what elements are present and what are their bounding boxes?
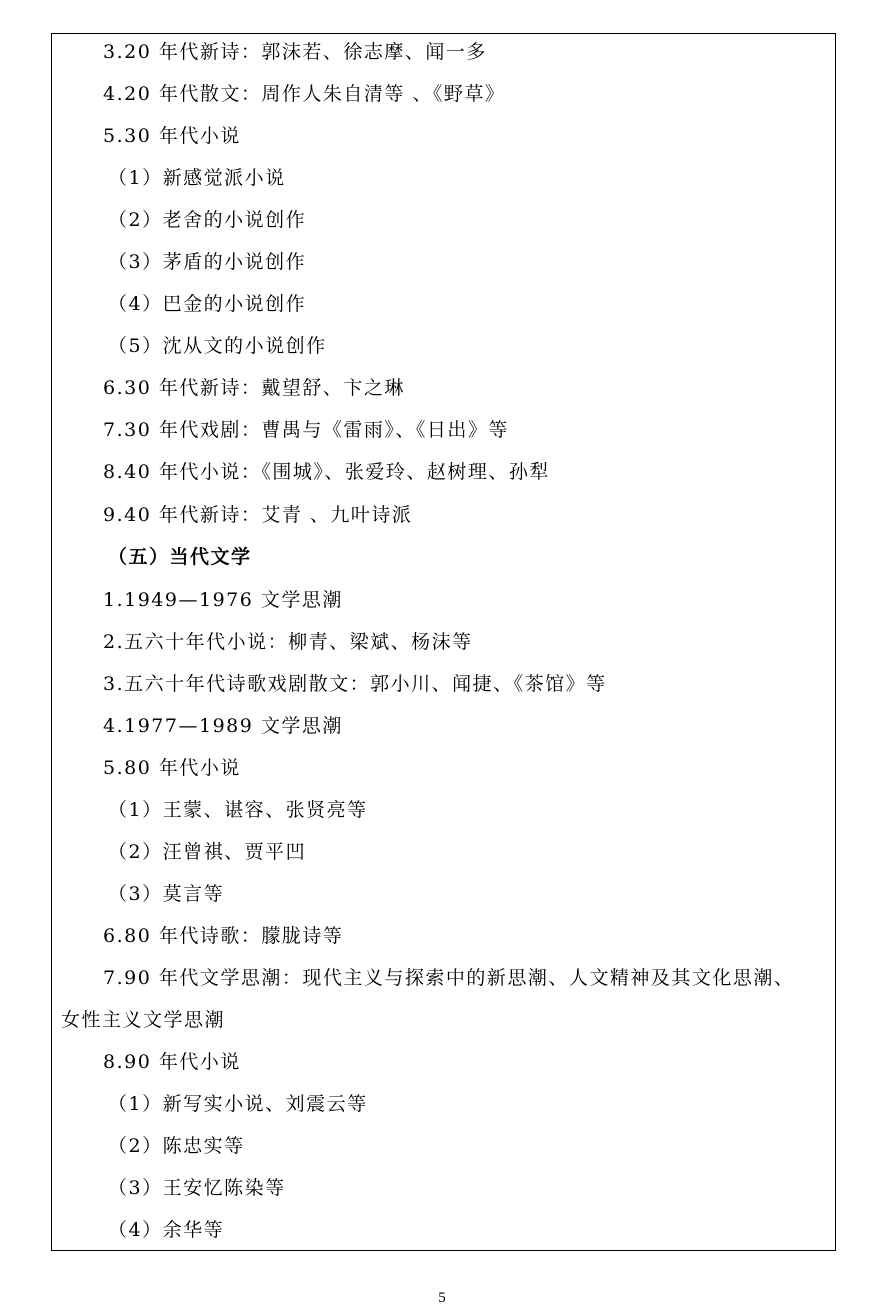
item-1949-1976: 1.1949—1976 文学思潮 xyxy=(103,589,343,611)
subitem-mo-yan: （3）莫言等 xyxy=(108,883,225,905)
subitem-mao-dun: （3）茅盾的小说创作 xyxy=(108,251,307,273)
subitem-shen-congwen: （5）沈从文的小说创作 xyxy=(108,335,327,357)
item-1977-1989: 4.1977—1989 文学思潮 xyxy=(103,715,343,737)
subitem-ba-jin: （4）巴金的小说创作 xyxy=(108,293,307,315)
section-heading-contemporary: （五）当代文学 xyxy=(108,546,252,568)
subitem-neo-realism: （1）新写实小说、刘震云等 xyxy=(108,1093,368,1115)
item-90s-thought: 7.90 年代文学思潮：现代主义与探索中的新思潮、人文精神及其文化思潮、 xyxy=(103,967,795,989)
subitem-wang-anyi: （3）王安忆陈染等 xyxy=(108,1177,286,1199)
item-40s-poetry: 9.40 年代新诗：艾青 、九叶诗派 xyxy=(103,504,413,526)
subitem-chen-zhongshi: （2）陈忠实等 xyxy=(108,1135,245,1157)
subitem-wang-meng: （1）王蒙、谌容、张贤亮等 xyxy=(108,799,368,821)
item-30s-fiction: 5.30 年代小说 xyxy=(103,125,241,147)
page-number: 5 xyxy=(438,1290,446,1306)
item-20s-poetry: 3.20 年代新诗：郭沫若、徐志摩、闻一多 xyxy=(103,41,487,63)
item-40s-fiction: 8.40 年代小说：《围城》、张爱玲、赵树理、孙犁 xyxy=(103,461,550,483)
item-50s-60s-poetry-drama: 3.五六十年代诗歌戏剧散文：郭小川、闻捷、《茶馆》等 xyxy=(103,673,607,695)
item-20s-prose: 4.20 年代散文：周作人朱自清等 、《野草》 xyxy=(103,83,506,105)
item-90s-thought-continued: 女性主义文学思潮 xyxy=(61,1009,226,1031)
item-30s-drama: 7.30 年代戏剧：曹禺与《雷雨》、《日出》等 xyxy=(103,419,509,441)
item-80s-poetry: 6.80 年代诗歌：朦胧诗等 xyxy=(103,925,344,947)
subitem-wang-zengqi: （2）汪曾祺、贾平凹 xyxy=(108,841,307,863)
item-50s-60s-fiction: 2.五六十年代小说：柳青、梁斌、杨沫等 xyxy=(103,631,473,653)
subitem-lao-she: （2）老舍的小说创作 xyxy=(108,209,307,231)
subitem-new-sensation-school: （1）新感觉派小说 xyxy=(108,167,286,189)
item-80s-fiction: 5.80 年代小说 xyxy=(103,757,241,779)
item-30s-poetry: 6.30 年代新诗：戴望舒、卞之琳 xyxy=(103,377,405,399)
item-90s-fiction: 8.90 年代小说 xyxy=(103,1051,241,1073)
subitem-yu-hua: （4）余华等 xyxy=(108,1219,225,1241)
